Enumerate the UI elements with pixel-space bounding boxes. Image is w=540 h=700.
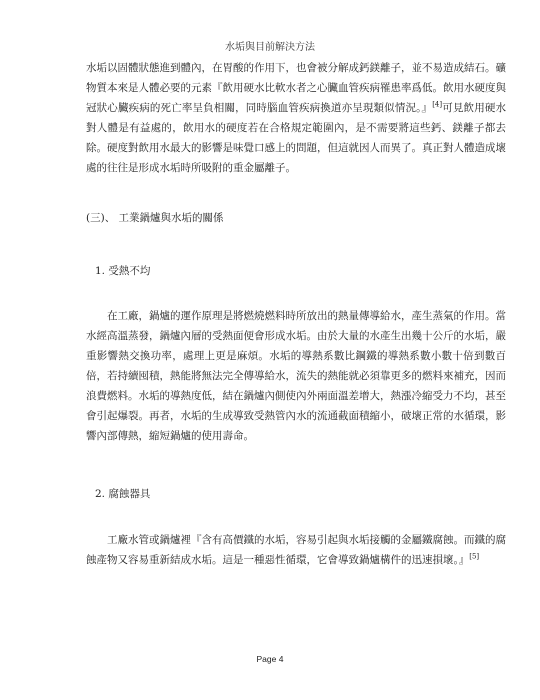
section-heading: (三)、 工業鍋爐與水垢的關係 [86,212,224,224]
page-number: Page 4 [256,654,284,664]
paragraph-corrosion-text: 工廠水管或鍋爐裡『含有高價鐵的水垢，容易引起與水垢接觸的金屬鐵腐蝕。而鐵的腐蝕產物又容易重新結成水垢。這是一種惡性循環，它會導致鍋爐構件的迅速損壞。』 [86,534,506,566]
paragraph-health-text-b: 可見飲用硬水對人體是有益處的，飲用水的硬度若在合格規定範圍內，是不需要將這些鈣、鎂離子都去除。硬度對飲用水最大的影響是味覺口感上的問題，但這就因人而異了。真正對人體造成壞處的往往是形成水垢時所吸附的重金屬離子。 [86,102,507,174]
paragraph-health [86,58,506,178]
paragraph-health-text-a: 水垢以固體狀態進到體內，在胃酸的作用下，也會被分解成鈣鎂離子，並不易造成結石。礦物質本來是人體必要的元素『飲用硬水比軟水者之心臟血管疾病罹患率爲低。飲用水硬度與冠狀心臟疾病的死亡率呈負相關，同時腦血管疾病換道亦呈現類似情況。』 [86,62,506,114]
paragraph-corrosion [86,530,506,570]
subsection-heading-uneven-heating: 1. 受熱不均 [95,265,151,277]
citation-4: [4] [432,100,443,109]
paragraph-uneven-heating: 在工廠，鍋爐的運作原理是將燃燒燃料時所放出的熱量傳導給水，產生蒸氣的作用。當水經高溫蒸發，鍋爐內層的受熱面便會形成水垢。由於大量的水產生出幾十公斤的水垢，嚴重影響熱交換功率，處理上更是麻煩。水垢的導熱系數比鋼鐵的導熱系數小數十倍到數百倍，若持續囤積，熱能將無法完全傳導給水，流失的熱能就必須靠更多的燃料來補充，因而浪費燃料。水垢的導熱度低，結在鍋爐內側使內外兩面溫差增大，熱漲冷縮受力不均，甚至會引起爆裂。再者，水垢的生成導致受熱管內水的流通截面積縮小，破壞正常的水循環，影響內部傳熱，縮短鍋爐的使用壽命。 [86,310,506,442]
running-header: 水垢與目前解決方法 [225,42,315,53]
citation-5: [5] [469,552,480,561]
subsection-heading-corrosion: 2. 腐蝕器具 [95,488,151,500]
